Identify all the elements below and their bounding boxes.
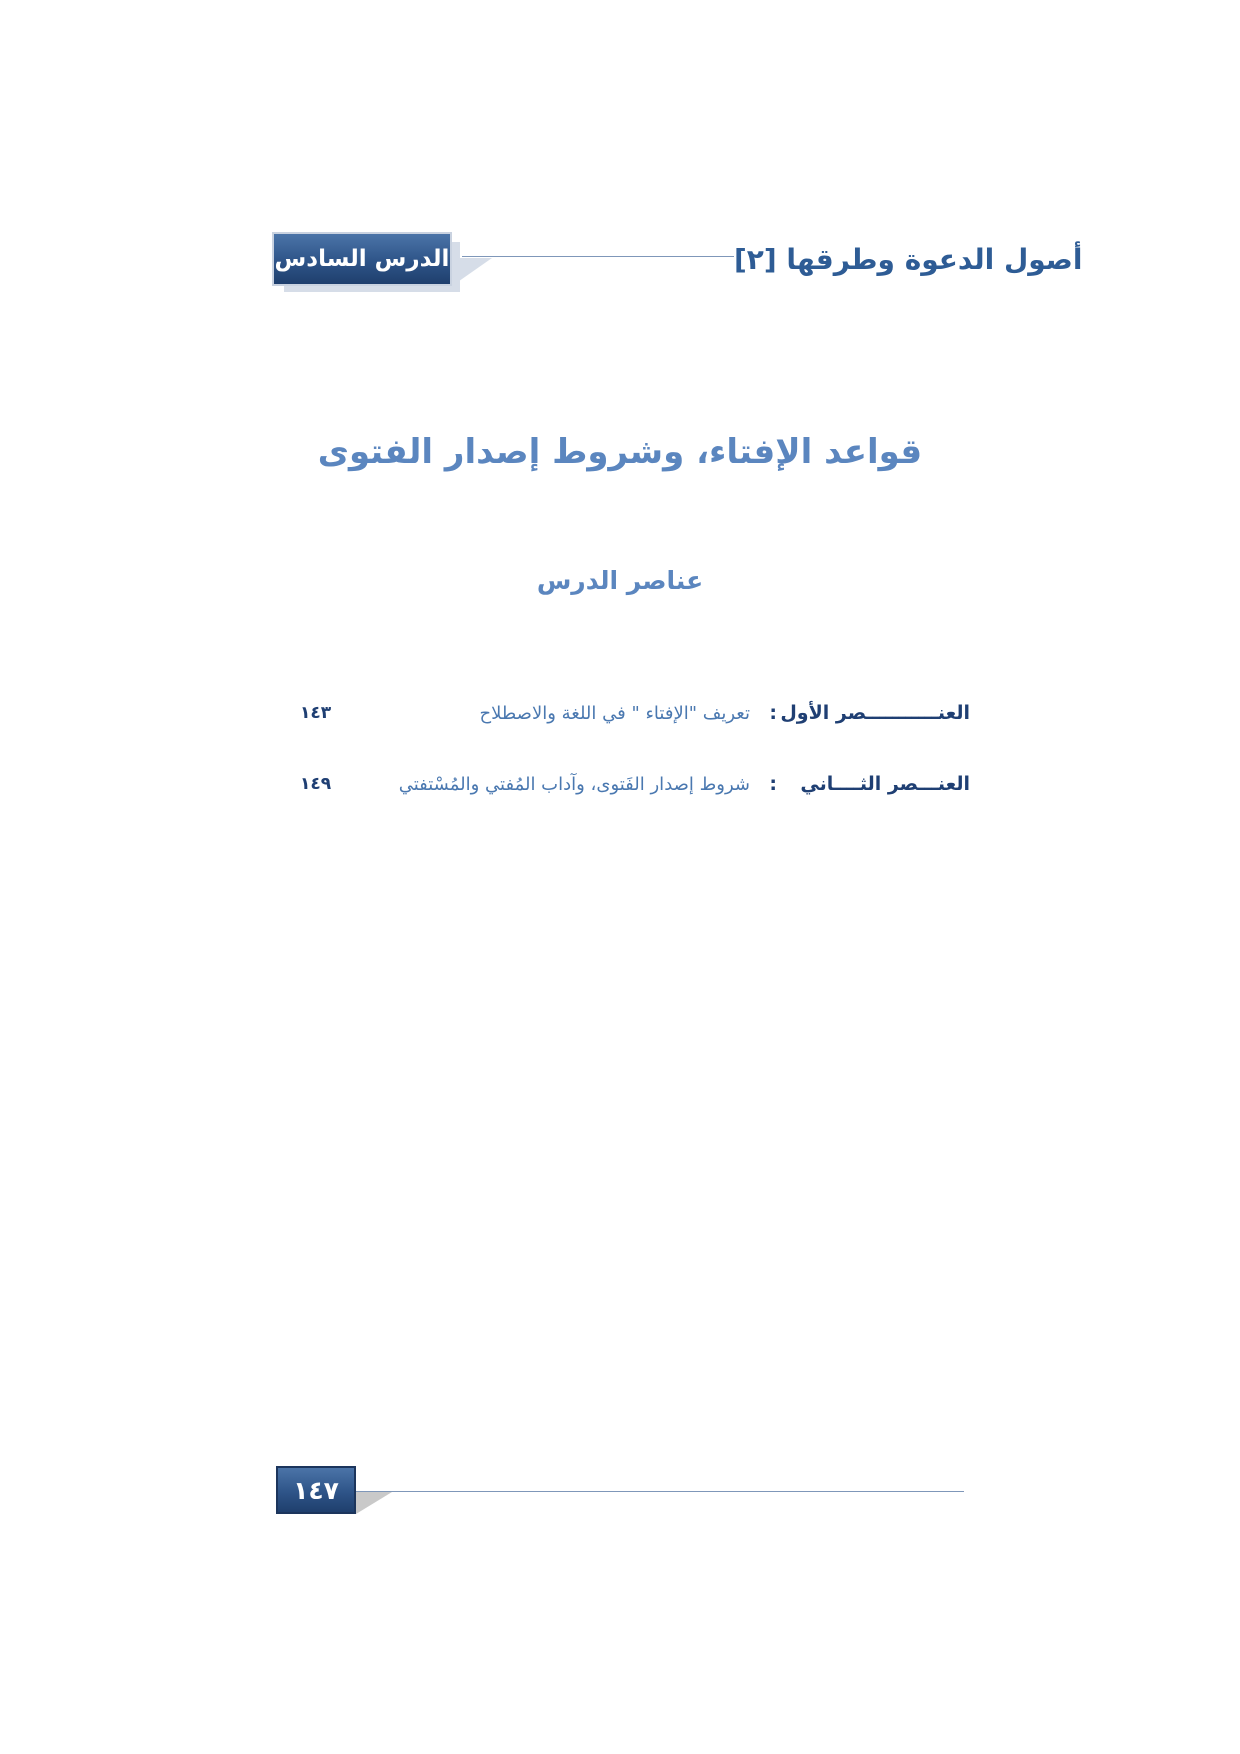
lesson-badge-shadow [452,258,492,286]
header-divider [462,256,734,257]
toc-element-label: العنـــصر الثــــاني [800,773,970,795]
toc-page-number: ١٤٣ [300,703,332,723]
page-badge-shadow [356,1492,392,1514]
toc-element-text: شروط إصدار الفَتوى، وآداب المُفتي والمُسْتفتي [398,773,750,795]
toc-element-label: العنـــــــــــصر الأول [780,702,970,724]
lesson-badge-label: الدرس السادس [274,246,450,272]
page-number: ١٤٧ [293,1475,339,1505]
lesson-elements-heading: عناصر الدرس [536,566,704,595]
toc-page-number: ١٤٩ [300,774,332,794]
toc-colon: : [769,702,777,724]
book-title: أصول الدعوة وطرقها [٢] [734,242,1083,276]
footer-divider [356,1491,964,1492]
page-number-badge [276,1466,356,1514]
toc-row [300,764,970,804]
toc-row [300,693,970,733]
toc-element-text: تعريف "الإفتاء " في اللغة والاصطلاح [479,702,750,724]
toc-colon: : [769,773,777,795]
lesson-title: قواعد الإفتاء، وشروط إصدار الفتوى [317,432,923,472]
lesson-badge [272,232,452,286]
